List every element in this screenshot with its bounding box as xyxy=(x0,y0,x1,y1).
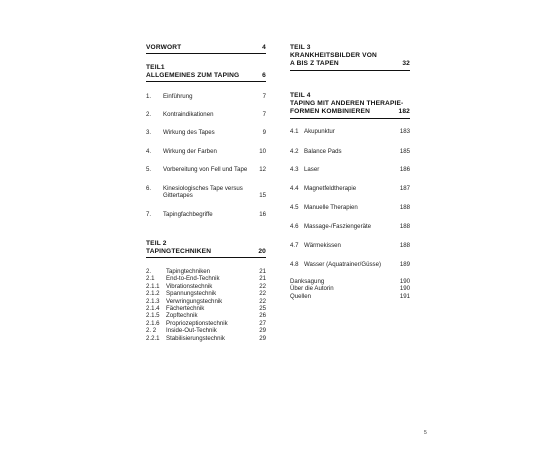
part2-page: 20 xyxy=(258,248,266,256)
entry-number: 1. xyxy=(146,93,152,100)
entry-number: 4.8 xyxy=(290,261,299,268)
toc-entry xyxy=(146,312,266,319)
toc-entry xyxy=(290,223,410,230)
entry-number: 2. xyxy=(146,268,152,275)
toc-entry xyxy=(146,305,266,312)
entry-page: 29 xyxy=(259,327,266,335)
toc-entry xyxy=(146,93,266,100)
entry-title: Kontraindikationen xyxy=(163,111,214,118)
back-matter xyxy=(290,278,410,300)
entry-title: End-to-End-Technik xyxy=(166,275,220,283)
part3-page: 32 xyxy=(402,60,410,68)
vorwort-title: VORWORT xyxy=(146,44,182,51)
entry-page: 29 xyxy=(259,334,266,342)
toc-entry xyxy=(146,298,266,305)
toc-entry xyxy=(146,211,266,218)
entry-page: 27 xyxy=(259,319,266,327)
entry-number: 4.3 xyxy=(290,166,299,173)
entry-number: 2.1.1 xyxy=(146,282,160,290)
entry-page: 10 xyxy=(259,148,266,155)
vorwort-heading xyxy=(146,44,266,54)
entry-title: Wasser (Aquatrainer/Güsse) xyxy=(304,261,381,268)
part4-title-line: TAPING MIT ANDEREN THERAPIE- xyxy=(290,100,404,108)
entry-title: Wirkung des Tapes xyxy=(163,129,215,136)
entry-number: 2. 2 xyxy=(146,327,157,335)
entry-title: Tapingfachbegriffe xyxy=(163,211,213,218)
part3-label: TEIL 3 xyxy=(290,44,311,51)
part4-title-line: FORMEN KOMBINIEREN xyxy=(290,108,370,116)
entry-number: 5. xyxy=(146,166,152,173)
entry-page: 7 xyxy=(262,111,266,118)
toc-entry xyxy=(146,290,266,297)
entry-number: 3. xyxy=(146,129,152,136)
entry-page: 22 xyxy=(259,290,266,298)
entry-title: Wärmekissen xyxy=(304,242,341,249)
part2-heading xyxy=(146,240,266,258)
vorwort-page: 4 xyxy=(262,44,266,51)
entry-title-line: Gittertapes xyxy=(163,192,193,200)
entry-page: 186 xyxy=(399,166,410,173)
entry-page: 190 xyxy=(399,278,410,285)
toc-entry xyxy=(146,268,266,275)
entry-page: 191 xyxy=(399,292,410,300)
entry-title: Magnetfeldtherapie xyxy=(304,185,357,192)
entry-page: 185 xyxy=(399,148,410,155)
entry-number: 6. xyxy=(146,185,152,192)
entry-number: 4.2 xyxy=(290,148,299,155)
part2-title: TAPINGTECHNIKEN xyxy=(146,248,212,256)
entry-title: Über die Autorin xyxy=(290,285,334,293)
entry-title: Vibrationstechnik xyxy=(166,282,213,290)
entry-page: 183 xyxy=(399,128,410,135)
entry-title xyxy=(163,185,254,200)
part3-title-line: A BIS Z TAPEN xyxy=(290,60,339,68)
part2-entries xyxy=(146,268,266,342)
toc-entry xyxy=(146,335,266,342)
part3-title-line: KRANKHEITSBILDER VON xyxy=(290,52,377,60)
toc-entry xyxy=(146,111,266,118)
entry-title: Manuelle Therapien xyxy=(304,204,358,211)
entry-title: Tapingtechniken xyxy=(166,268,211,275)
page-number: 5 xyxy=(424,430,427,436)
toc-entry xyxy=(146,166,266,173)
toc-entry xyxy=(290,166,410,173)
entry-page: 15 xyxy=(259,192,266,200)
entry-page: 22 xyxy=(259,297,266,305)
entry-page: 25 xyxy=(259,305,266,313)
entry-title: Laser xyxy=(304,166,320,173)
entry-number: 2.1.2 xyxy=(146,290,160,298)
entry-number: 4.5 xyxy=(290,204,299,211)
back-matter-entry xyxy=(290,285,410,292)
part1-page: 6 xyxy=(262,72,266,80)
entry-page: 188 xyxy=(399,242,410,249)
entry-title: Wirkung der Farben xyxy=(163,148,217,155)
part4-page: 182 xyxy=(398,108,410,116)
part4-heading xyxy=(290,92,410,119)
toc-entry xyxy=(290,185,410,192)
entry-page: 189 xyxy=(399,261,410,268)
toc-entry xyxy=(290,148,410,155)
entry-page: 21 xyxy=(259,268,266,275)
entry-number: 2.1.3 xyxy=(146,297,160,305)
entry-number: 2. xyxy=(146,111,152,118)
entry-title: Verwringungstechnik xyxy=(166,297,223,305)
toc-entry xyxy=(146,283,266,290)
toc-entry xyxy=(146,129,266,136)
toc-entry xyxy=(290,261,410,268)
entry-page: 9 xyxy=(262,129,266,136)
toc-entry xyxy=(146,148,266,155)
entry-page: 188 xyxy=(399,204,410,211)
entry-title: Spannungstechnik xyxy=(166,290,217,298)
entry-title: Massage-/Fasziengeräte xyxy=(304,223,372,230)
entry-page: 26 xyxy=(259,312,266,320)
entry-number: 4. xyxy=(146,148,152,155)
entry-number: 2.2.1 xyxy=(146,334,160,342)
entry-page: 187 xyxy=(399,185,410,192)
toc-entry xyxy=(146,275,266,282)
toc-entry xyxy=(146,320,266,327)
entry-title: Propriozeptionstechnik xyxy=(166,319,228,327)
entry-number: 2.1.4 xyxy=(146,305,160,313)
toc-entry xyxy=(290,204,410,211)
toc-entry xyxy=(290,128,410,135)
entry-title: Stabilisierungstechnik xyxy=(166,334,225,342)
entry-number: 2.1.6 xyxy=(146,319,160,327)
part3-heading xyxy=(290,44,410,71)
entry-number: 4.4 xyxy=(290,185,299,192)
part4-label: TEIL 4 xyxy=(290,92,311,99)
toc-entry xyxy=(146,327,266,334)
entry-title: Quellen xyxy=(290,292,312,300)
entry-number: 4.1 xyxy=(290,128,299,135)
entry-title: Fächertechnik xyxy=(166,305,205,313)
entry-title: Akupunktur xyxy=(304,128,335,135)
entry-page: 21 xyxy=(259,275,266,283)
entry-title: Zopftechnik xyxy=(166,312,198,320)
back-matter-entry xyxy=(290,278,410,285)
entry-title: Danksagung xyxy=(290,278,325,285)
entry-title: Einführung xyxy=(163,93,193,100)
entry-number: 2.1 xyxy=(146,275,155,283)
toc-entry xyxy=(290,242,410,249)
entry-page: 22 xyxy=(259,282,266,290)
part1-label: TEIL1 xyxy=(146,64,165,71)
part1-title: ALLGEMEINES ZUM TAPING xyxy=(146,72,240,80)
entry-title: Vorbereitung von Fell und Tape xyxy=(163,166,248,173)
back-matter-entry xyxy=(290,293,410,300)
entry-title-line: Kinesiologisches Tape versus xyxy=(163,185,243,192)
entry-page: 7 xyxy=(262,93,266,100)
entry-page: 12 xyxy=(259,166,266,173)
part1-heading xyxy=(146,64,266,82)
entry-page: 16 xyxy=(259,211,266,218)
toc-entry xyxy=(146,185,266,200)
entry-title: Inside-Out-Technik xyxy=(166,327,217,335)
entry-number: 2.1.5 xyxy=(146,312,160,320)
entry-page: 188 xyxy=(399,223,410,230)
entry-title: Balance Pads xyxy=(304,148,342,155)
entry-number: 7. xyxy=(146,211,152,218)
entry-number: 4.7 xyxy=(290,242,299,249)
part2-label: TEIL 2 xyxy=(146,240,167,247)
entry-number: 4.6 xyxy=(290,223,299,230)
entry-page: 190 xyxy=(399,285,410,293)
